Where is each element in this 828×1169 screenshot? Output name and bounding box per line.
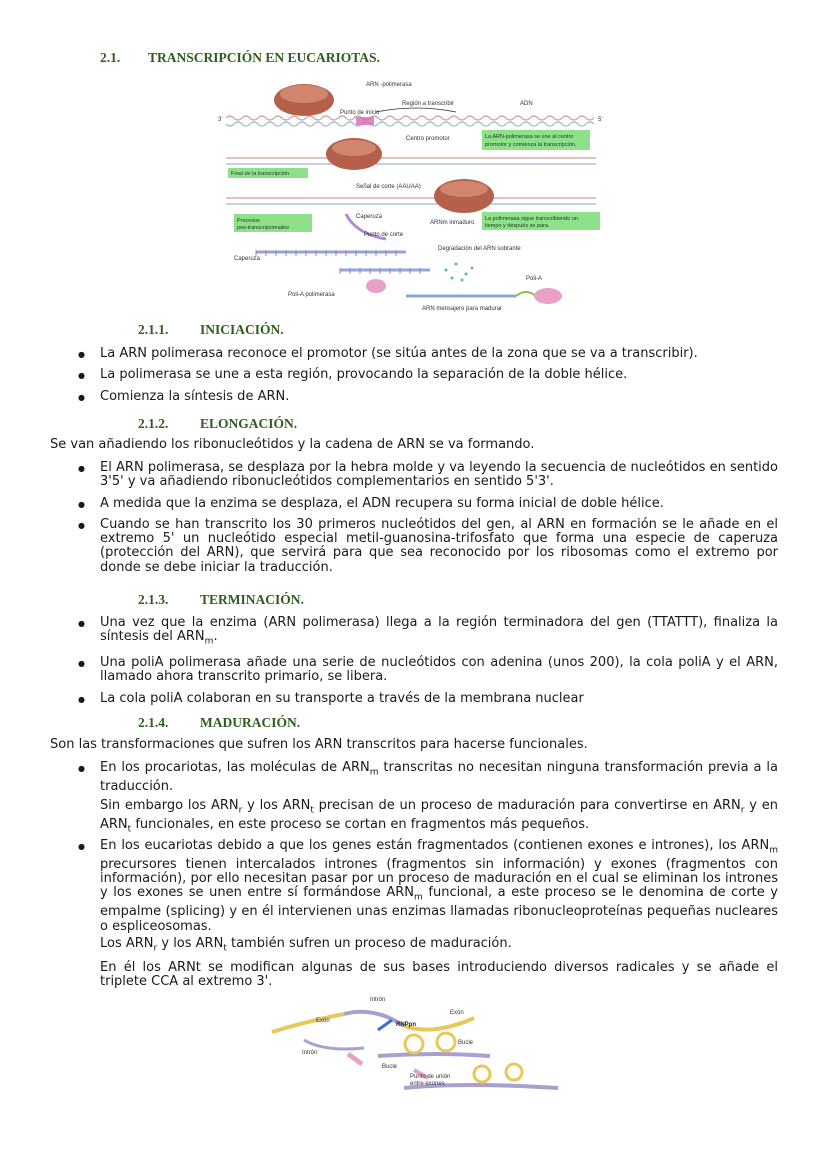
subscript: t bbox=[127, 824, 132, 835]
subscript: m bbox=[204, 636, 214, 647]
text-run: Sin embargo los ARN bbox=[100, 798, 239, 813]
section-number: 2.1. bbox=[100, 50, 121, 65]
info-box-1-line2: promotor y comienza la transcripción. bbox=[485, 142, 577, 148]
subsection-number: 2.1.4. bbox=[138, 715, 169, 730]
text-run: transcritas no necesitan ninguna transformación previa a la traducción. bbox=[100, 760, 778, 794]
text-run: precisan de un proceso de maduración para convertirse en ARN bbox=[313, 798, 741, 813]
subsection-heading-terminacion bbox=[138, 592, 304, 608]
label-poli-a-polimerasa: Poli-A polimerasa bbox=[288, 292, 335, 298]
label-degradacion: Degradación del ARN sobrante bbox=[438, 246, 521, 252]
subscript: r bbox=[238, 805, 243, 816]
loop bbox=[474, 1066, 490, 1082]
text-run: En los procariotas, las moléculas de ARN bbox=[100, 760, 370, 775]
label-rnpn: RNPpn bbox=[396, 1022, 416, 1028]
list-item: ● Cuando se han transcrito los 30 primeros nucleótidos del gen, al ARN en formación se le añade en el extremo 5' un nucleótido especial metil-guanosina-trifosfato que forma una especie de caperuza (protección del ARN), que servirá para que sea reconocido por los ribosomas como el extremo por donde se debe iniciar la traducción. bbox=[78, 518, 778, 575]
list-item: ● La cola poliA colaboran en su transporte a través de la membrana nuclear bbox=[78, 692, 778, 706]
subscript: t bbox=[310, 805, 314, 816]
paragraph bbox=[100, 799, 778, 837]
text-run: y en ARN bbox=[100, 798, 778, 832]
loop bbox=[506, 1064, 522, 1080]
list-item bbox=[78, 761, 778, 794]
info-box-2-line1: La polimerasa sigue transcribiendo un bbox=[485, 216, 578, 222]
subsection-heading-maduracion bbox=[138, 715, 300, 731]
paragraph bbox=[100, 937, 778, 956]
label-bucle-2: Bucle bbox=[382, 1064, 398, 1070]
label-intron-2: Intrón bbox=[302, 1050, 318, 1056]
text-run: y los ARN bbox=[242, 798, 311, 813]
subscript: t bbox=[223, 943, 227, 954]
label-caperuza-2: Caperuza bbox=[234, 256, 261, 262]
label-punto-corte: Punto de corte bbox=[364, 232, 404, 238]
text-run: Una vez que la enzima (ARN polimerasa) llega a la región terminadora del gen (TTATTT), finaliza la síntesis del ARN bbox=[100, 615, 778, 645]
label-region: Región a transcribir bbox=[402, 101, 455, 107]
subsection-title: TERMINACIÓN. bbox=[200, 592, 304, 607]
label-procesos-2: pos-transcripcionales bbox=[237, 225, 289, 231]
list-item bbox=[78, 839, 778, 934]
subsection-heading-iniciacion bbox=[138, 322, 284, 338]
list-item: ● A medida que la enzima se desplaza, el ADN recupera su forma inicial de doble hélice. bbox=[78, 497, 778, 511]
label-punto-union-2: entre exones bbox=[410, 1081, 445, 1087]
label-exon: Exón bbox=[316, 1018, 330, 1024]
end-label: 3' bbox=[218, 117, 223, 123]
degraded-fragments bbox=[445, 263, 474, 282]
subsection-heading-elongacion bbox=[138, 416, 297, 432]
text-run: y los ARN bbox=[157, 936, 224, 951]
dna-strand-top bbox=[226, 116, 594, 126]
transcription-figure bbox=[216, 74, 608, 316]
paragraph: En él los ARNt se modifican algunas de sus bases introduciendo diversos radicales y se añade el triplete CCA al extremo 3'. bbox=[100, 960, 778, 990]
list-item: ● Comienza la síntesis de ARN. bbox=[78, 390, 778, 404]
label-procesos-1: Procesos bbox=[237, 218, 260, 224]
maduracion-list-1 bbox=[78, 761, 778, 801]
label-arn-mensajero: ARN mensajero para madurar bbox=[422, 306, 503, 312]
info-box-1-line1: La ARN-polimerasa se une al centro bbox=[485, 134, 574, 140]
label-adn: ADN bbox=[520, 101, 533, 107]
label-centro-promotor: Centro promotor bbox=[406, 136, 450, 142]
text-run: . bbox=[213, 629, 218, 645]
label-bucle: Bucle bbox=[458, 1040, 474, 1046]
label-caperuza: Caperuza bbox=[356, 214, 383, 220]
subscript: r bbox=[740, 805, 745, 816]
label-exon: Exón bbox=[450, 1010, 464, 1016]
label-intron: Intrón bbox=[370, 997, 386, 1003]
label-punto-inicio: Punto de inicio bbox=[340, 110, 380, 116]
subscript: m bbox=[769, 845, 778, 856]
terminacion-list bbox=[78, 616, 778, 713]
poly-a-polymerase bbox=[366, 279, 386, 293]
subscript: m bbox=[414, 893, 423, 904]
loop bbox=[405, 1035, 423, 1053]
subsection-title: INICIACIÓN. bbox=[200, 322, 284, 337]
list-item: ● El ARN polimerasa, se desplaza por la hebra molde y va leyendo la secuencia de nucleótidos en sentido 3'5' y va añadiendo ribonucleótidos complementarios en sentido 5'3'. bbox=[78, 461, 778, 490]
subscript: r bbox=[153, 943, 158, 954]
text-run: funcionales, en este proceso se cortan en fragmentos más pequeños. bbox=[131, 816, 590, 832]
label-punto-union-1: Punto de unión bbox=[410, 1074, 451, 1080]
label-arn-polimerasa: ARN -polimerasa bbox=[366, 82, 412, 88]
elongacion-intro: Se van añadiendo los ribonucleótidos y la cadena de ARN se va formando. bbox=[50, 437, 535, 452]
text-run: precursores tienen intercalados intrones (fragmentos sin información) y exones (fragmentos con información), por ello necesitan pasar por un proceso de maduración en el cual se eliminan los intrones y los exones se unen entre sí formándose ARN bbox=[100, 856, 778, 901]
loop bbox=[437, 1033, 455, 1051]
text-run: Los ARN bbox=[100, 936, 154, 951]
label-final: Final de la transcripción bbox=[231, 171, 290, 177]
text-run: En los eucariotas debido a que los genes están fragmentados (contienen exones e intrones), los ARN bbox=[100, 838, 770, 853]
section-title: TRANSCRIPCIÓN EN EUCARIOTAS. bbox=[148, 50, 380, 65]
list-item bbox=[78, 616, 778, 649]
text-run: funcional, a este proceso se le denomina de corte y empalme (splicing) y en él intervienen unas enzimas llamadas ribonucleoproteínas pequeñas nucleares o espliceosomas. bbox=[100, 885, 778, 934]
text-run: también sufren un proceso de maduración. bbox=[226, 936, 512, 951]
subsection-number: 2.1.1. bbox=[138, 322, 169, 337]
list-item: ● La ARN polimerasa reconoce el promotor (se sitúa antes de la zona que se va a transcribir). bbox=[78, 347, 778, 361]
label-poli-a: Poli-A bbox=[526, 276, 543, 282]
subscript: m bbox=[369, 767, 379, 778]
section-heading bbox=[100, 50, 380, 66]
subsection-number: 2.1.2. bbox=[138, 416, 169, 431]
subsection-number: 2.1.3. bbox=[138, 592, 169, 607]
iniciacion-list bbox=[78, 347, 778, 411]
maduracion-list-2 bbox=[78, 839, 778, 941]
splicing-figure bbox=[264, 992, 564, 1096]
list-item: ● Una poliA polimerasa añade una serie de nucleótidos con adenina (unos 200), la cola poliA y el ARN, llamado ahora transcrito primario, se libera. bbox=[78, 656, 778, 685]
list-item: ● La polimerasa se une a esta región, provocando la separación de la doble hélice. bbox=[78, 368, 778, 382]
label-senal: Señal de corte (AAUAA) bbox=[356, 184, 421, 190]
label-arn-inmaduro: ARNm inmaduro bbox=[430, 220, 475, 226]
subsection-title: MADURACIÓN. bbox=[200, 715, 301, 730]
elongacion-list bbox=[78, 461, 778, 582]
end-label: 5' bbox=[598, 117, 603, 123]
info-box-2-line2: tiempo y después se para. bbox=[485, 223, 550, 229]
maduracion-intro: Son las transformaciones que sufren los ARN transcritos para hacerse funcionales. bbox=[50, 737, 588, 752]
subsection-title: ELONGACIÓN. bbox=[200, 416, 298, 431]
